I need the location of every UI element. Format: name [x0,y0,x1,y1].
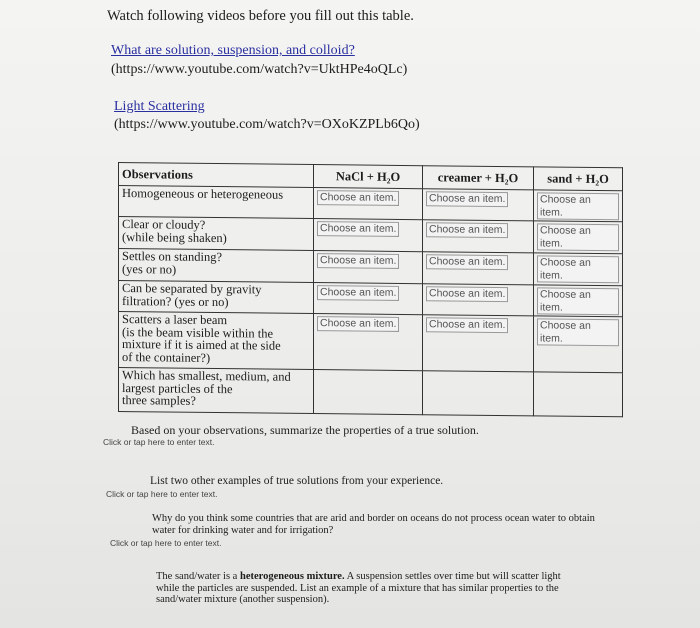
row-label: Clear or cloudy? (while being shaken) [119,217,314,251]
choose-item-dropdown[interactable]: Choose an item. [317,316,399,331]
video-link-solutions[interactable]: What are solution, suspension, and colloid? [111,43,355,58]
choose-item-dropdown[interactable]: Choose an item. [537,255,619,283]
intro-text: Watch following videos before you fill out this table. [107,8,414,24]
table-row [119,312,623,373]
choose-item-dropdown[interactable]: Choose an item. [317,190,399,205]
note-text-rest: A suspension settles over time but will scatter light while the particles are suspended. List an example of a mixture that has similar properties to the sand/water mixture (another suspension). [156,571,561,605]
table-cell [314,219,423,252]
table-row [119,217,623,254]
choose-item-dropdown[interactable]: Choose an item. [426,222,508,237]
table-cell [423,315,534,372]
table-cell [314,314,423,371]
choose-item-dropdown[interactable]: Choose an item. [426,317,508,332]
row-label: Settles on standing? (yes or no) [119,249,314,283]
row-label: Which has smallest, medium, and largest particles of the three samples? [119,368,314,414]
video-url-light-scattering: (https://www.youtube.com/watch?v=OXoKZPLb6Qo) [114,117,420,132]
table-cell [534,285,623,317]
table-cell [314,251,423,284]
header-creamer: creamer + H₂O [423,166,534,190]
choose-item-dropdown[interactable]: Choose an item. [537,192,619,220]
observations-table [118,162,623,417]
table-cell [534,316,623,373]
table-cell [534,253,623,286]
note-text: The sand/water is a [156,571,240,582]
choose-item-dropdown[interactable]: Choose an item. [317,253,399,268]
suspension-note [156,571,576,606]
table-cell [534,190,623,222]
video-url-solutions: (https://www.youtube.com/watch?v=UktHPe4oQLc) [111,62,408,77]
note-bold-text: heterogeneous mixture. [239,571,345,582]
question-ocean-water: Why do you think some countries that are arid and border on oceans do not process ocean water to obtain water for drinking water and for irrigation? [152,513,595,536]
header-sand: sand + H₂O [534,167,623,191]
table-cell [423,284,534,316]
table-cell[interactable] [534,372,623,417]
table-cell [314,188,423,220]
choose-item-dropdown[interactable]: Choose an item. [537,318,619,346]
choose-item-dropdown[interactable]: Choose an item. [426,254,508,269]
table-cell [423,189,534,221]
choose-item-dropdown[interactable]: Choose an item. [537,287,619,315]
table-cell [423,252,534,285]
choose-item-dropdown[interactable]: Choose an item. [537,223,619,251]
answer-field-examples[interactable]: Click or tap here to enter text. [106,489,218,499]
choose-item-dropdown[interactable]: Choose an item. [426,191,508,206]
row-label: Homogeneous or heterogeneous [119,186,314,219]
header-nacl: NaCl + H₂O [314,165,423,189]
table-cell [423,220,534,253]
table-cell [314,283,423,315]
row-label: Can be separated by gravity filtration? (yes or no) [119,281,314,314]
table-row [119,249,623,286]
answer-field-ocean-water[interactable]: Click or tap here to enter text. [110,538,222,548]
table-cell [534,221,623,254]
choose-item-dropdown[interactable]: Choose an item. [426,286,508,301]
table-row [119,368,623,417]
row-label: Scatters a laser beam (is the beam visible within the mixture if it is aimed at the side of the container?) [119,312,314,370]
answer-field-true-solution[interactable]: Click or tap here to enter text. [103,437,215,447]
table-cell[interactable] [423,371,534,416]
table-cell[interactable] [314,370,423,415]
question-examples: List two other examples of true solutions from your experience. [150,475,444,487]
choose-item-dropdown[interactable]: Choose an item. [317,221,399,236]
header-observations: Observations [119,163,314,188]
video-link-light-scattering[interactable]: Light Scattering [114,99,205,114]
choose-item-dropdown[interactable]: Choose an item. [317,285,399,300]
question-true-solution: Based on your observations, summarize the properties of a true solution. [131,423,479,437]
